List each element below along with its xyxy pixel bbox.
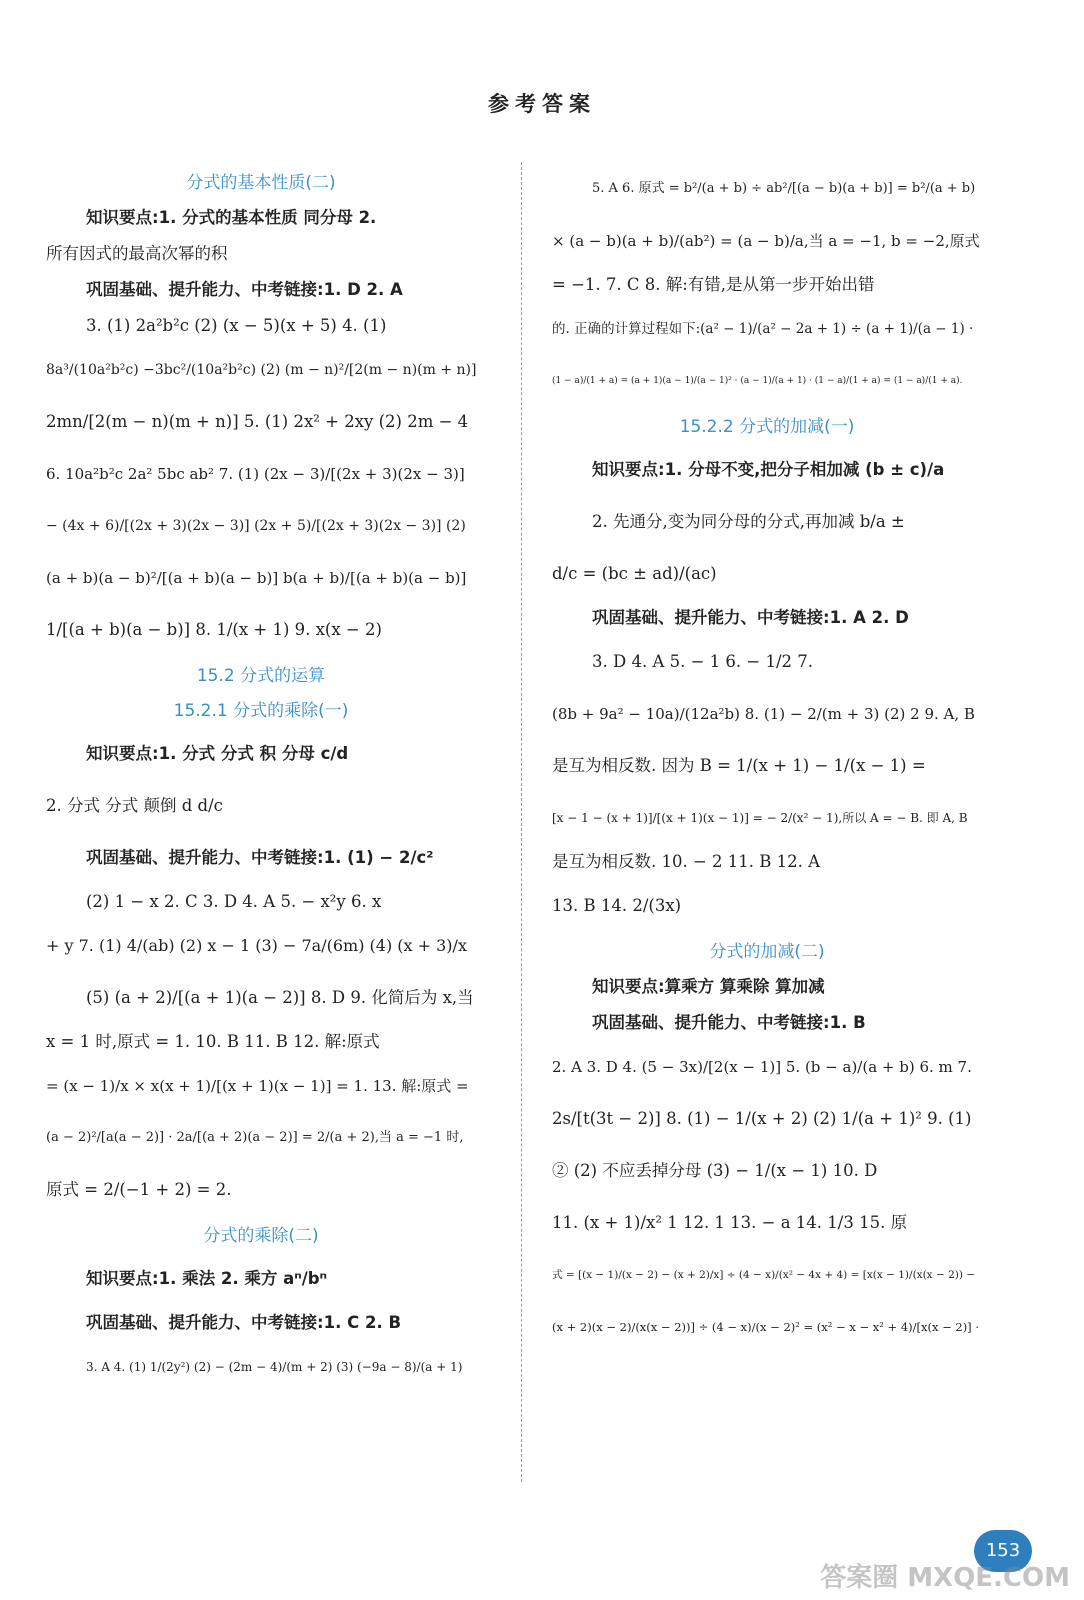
answer-line: (8b + 9a² − 10a)/(12a²b) 8. (1) − 2/(m + 3) (2) 2 9. A, B xyxy=(552,705,975,723)
answer-line: x = 1 时,原式 = 1. 10. B 11. B 12. 解:原式 xyxy=(46,1032,380,1051)
right-column xyxy=(552,160,982,1356)
answer-line: 2s/[t(3t − 2)] 8. (1) − 1/(x + 2) (2) 1/(a + 1)² 9. (1) xyxy=(552,1109,972,1128)
answer-line: + y 7. (1) 4/(ab) (2) x − 1 (3) − 7a/(6m) (4) (x + 3)/x xyxy=(46,936,467,955)
answer-line: 1/[(a + b)(a − b)] 8. 1/(x + 1) 9. x(x − 2) xyxy=(46,620,382,639)
answer-line: (1 − a)/(1 + a) = (a + 1)(a − 1)/(a − 1)² · (a − 1)/(a + 1) · (1 − a)/(1 + a) = (1 − a)/(1 + a). xyxy=(552,376,963,386)
answer-line: 知识要点:1. 分式 分式 积 分母 c/d xyxy=(86,744,349,763)
answer-line: 6. 10a²b²c 2a² 5bc ab² 7. (1) (2x − 3)/[(2x + 3)(2x − 3)] xyxy=(46,465,465,483)
answer-line: − (4x + 6)/[(2x + 3)(2x − 3)] (2x + 5)/[(2x + 3)(2x − 3)] (2) xyxy=(46,518,466,534)
section-heading: 分式的基本性质(二) xyxy=(186,173,336,193)
answer-line: 13. B 14. 2/(3x) xyxy=(552,896,682,915)
answer-line: d/c = (bc ± ad)/(ac) xyxy=(552,564,717,583)
watermark-logo: 答案圈 MXQE.COM xyxy=(820,1563,1070,1593)
column-divider xyxy=(521,162,522,1482)
page-number: 153 xyxy=(974,1530,1032,1572)
section-heading: 15.2.1 分式的乘除(一) xyxy=(173,701,349,721)
answer-line: [x − 1 − (x + 1)]/[(x + 1)(x − 1)] = − 2/(x² − 1),所以 A = − B. 即 A, B xyxy=(552,811,968,825)
answer-line: 是互为相反数. 因为 B = 1/(x + 1) − 1/(x − 1) = xyxy=(552,756,926,775)
answer-line: 原式 = 2/(−1 + 2) = 2. xyxy=(46,1180,232,1199)
answer-line: 知识要点:1. 分式的基本性质 同分母 2. xyxy=(86,208,377,227)
answer-line: 巩固基础、提升能力、中考链接:1. D 2. A xyxy=(86,280,403,299)
answer-line: 所有因式的最高次幂的积 xyxy=(46,244,228,263)
answer-line: × (a − b)(a + b)/(ab²) = (a − b)/a,当 a = −1, b = −2,原式 xyxy=(552,232,980,250)
answer-line: 的. 正确的计算过程如下:(a² − 1)/(a² − 2a + 1) ÷ (a + 1)/(a − 1) · xyxy=(552,321,974,337)
answer-line: = −1. 7. C 8. 解:有错,是从第一步开始出错 xyxy=(552,275,875,294)
answer-line: (5) (a + 2)/[(a + 1)(a − 2)] 8. D 9. 化简后为 x,当 xyxy=(86,988,474,1007)
answer-line: ② (2) 不应丢掉分母 (3) − 1/(x − 1) 10. D xyxy=(552,1161,878,1180)
answer-line: 知识要点:算乘方 算乘除 算加减 xyxy=(592,977,825,996)
answer-line: 2mn/[2(m − n)(m + n)] 5. (1) 2x² + 2xy (2) 2m − 4 xyxy=(46,412,469,431)
answer-line: (2) 1 − x 2. C 3. D 4. A 5. − x²y 6. x xyxy=(86,892,382,911)
answer-line: 巩固基础、提升能力、中考链接:1. C 2. B xyxy=(86,1313,402,1332)
page-title: 参考答案 xyxy=(488,91,596,116)
answer-line: 是互为相反数. 10. − 2 11. B 12. A xyxy=(552,852,821,871)
answer-line: 2. A 3. D 4. (5 − 3x)/[2(x − 1)] 5. (b − a)/(a + b) 6. m 7. xyxy=(552,1058,972,1076)
answer-line: 知识要点:1. 乘法 2. 乘方 aⁿ/bⁿ xyxy=(86,1269,328,1288)
section-heading: 分式的乘除(二) xyxy=(203,1226,319,1246)
left-column xyxy=(46,160,476,1396)
answer-line: 11. (x + 1)/x² 1 12. 1 13. − a 14. 1/3 15. 原 xyxy=(552,1213,908,1232)
answer-line: 巩固基础、提升能力、中考链接:1. A 2. D xyxy=(592,608,909,627)
section-heading: 分式的加减(二) xyxy=(709,942,825,962)
answer-line: 知识要点:1. 分母不变,把分子相加减 (b ± c)/a xyxy=(592,460,945,479)
answer-line: 3. D 4. A 5. − 1 6. − 1/2 7. xyxy=(592,652,814,671)
answer-line: 5. A 6. 原式 = b²/(a + b) ÷ ab²/[(a − b)(a + b)] = b²/(a + b) xyxy=(592,181,976,196)
answer-line: 2. 先通分,变为同分母的分式,再加减 b/a ± xyxy=(592,512,905,531)
answer-line: (a − 2)²/[a(a − 2)] · 2a/[(a + 2)(a − 2)] = 2/(a + 2),当 a = −1 时, xyxy=(46,1130,464,1145)
answer-line: 巩固基础、提升能力、中考链接:1. B xyxy=(592,1013,866,1032)
answer-line: 3. (1) 2a²b²c (2) (x − 5)(x + 5) 4. (1) xyxy=(86,316,387,335)
section-heading: 15.2 分式的运算 xyxy=(196,666,326,686)
answer-line: (a + b)(a − b)²/[(a + b)(a − b)] b(a + b)/[(a + b)(a − b)] xyxy=(46,569,467,587)
answer-line: 3. A 4. (1) 1/(2y²) (2) − (2m − 4)/(m + 2) (3) (−9a − 8)/(a + 1) xyxy=(86,1360,463,1374)
answer-line: = (x − 1)/x × x(x + 1)/[(x + 1)(x − 1)] = 1. 13. 解:原式 = xyxy=(46,1077,469,1095)
answer-line: 8a³/(10a²b²c) −3bc²/(10a²b²c) (2) (m − n)²/[2(m − n)(m + n)] xyxy=(46,362,477,378)
answer-line: (x + 2)(x − 2)/(x(x − 2))] ÷ (4 − x)/(x − 2)² = (x² − x − x² + 4)/[x(x − 2)] · xyxy=(552,1320,979,1334)
answer-line: 巩固基础、提升能力、中考链接:1. (1) − 2/c² xyxy=(86,848,434,867)
answer-line: 式 = [(x − 1)/(x − 2) − (x + 2)/x] ÷ (4 − x)/(x² − 4x + 4) = [x(x − 1)/(x(x − 2)) − xyxy=(552,1269,976,1281)
section-heading: 15.2.2 分式的加减(一) xyxy=(679,417,855,437)
answer-line: 2. 分式 分式 颠倒 d d/c xyxy=(46,796,223,815)
